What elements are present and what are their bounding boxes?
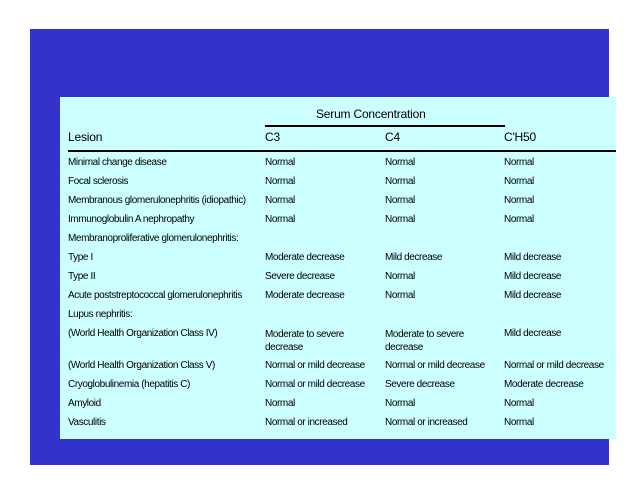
c4-cell: Severe decrease (385, 379, 455, 390)
table-row (60, 192, 616, 211)
ch50-cell: Mild decrease (504, 290, 562, 301)
ch50-cell: Normal (504, 417, 534, 428)
c3-cell: Normal (265, 214, 295, 225)
table-row (60, 249, 616, 268)
c4-cell: Moderate to severe decrease (385, 329, 464, 353)
c3-cell: Normal (265, 398, 295, 409)
c4-cell: Normal (385, 176, 415, 187)
c4-cell: Normal (385, 195, 415, 206)
table-row (60, 395, 616, 414)
c3-cell: Moderate decrease (265, 290, 345, 301)
lesion-cell: Cryoglobulinemia (hepatitis C) (68, 379, 190, 390)
table-row (60, 230, 616, 249)
lesion-cell: (World Health Organization Class V) (68, 360, 215, 371)
group-header-rule (265, 125, 505, 127)
header-rule (68, 150, 616, 152)
ch50-cell: Moderate decrease (504, 379, 584, 390)
c4-cell: Normal or mild decrease (385, 360, 485, 371)
c4-cell: Normal (385, 214, 415, 225)
lesion-cell: Acute poststreptococcal glomerulonephritis (68, 290, 242, 301)
c3-cell: Normal or increased (265, 417, 348, 428)
c4-cell: Normal (385, 157, 415, 168)
complement-table (60, 97, 616, 439)
table-row (60, 154, 616, 173)
slide-frame (30, 29, 609, 465)
lesion-cell: Minimal change disease (68, 157, 167, 168)
c3-cell: Normal (265, 157, 295, 168)
table-row (60, 173, 616, 192)
table-row (60, 325, 616, 357)
table-row (60, 306, 616, 325)
c3-cell: Normal (265, 176, 295, 187)
table-row (60, 357, 616, 376)
table-row (60, 268, 616, 287)
column-header-c4: C4 (385, 130, 400, 144)
column-header-c3: C3 (265, 130, 280, 144)
lesion-cell: Type I (68, 252, 93, 263)
ch50-cell: Normal (504, 157, 534, 168)
group-header: Serum Concentration (316, 107, 426, 121)
column-header-lesion: Lesion (68, 130, 103, 144)
ch50-cell: Normal (504, 195, 534, 206)
lesion-cell: Membranoproliferative glomerulonephritis: (68, 233, 239, 244)
lesion-cell: Amyloid (68, 398, 101, 409)
lesion-cell: Focal sclerosis (68, 176, 129, 187)
c3-cell: Normal (265, 195, 295, 206)
ch50-cell: Mild decrease (504, 328, 562, 339)
table-row (60, 211, 616, 230)
ch50-cell: Mild decrease (504, 271, 562, 282)
c3-cell: Moderate decrease (265, 252, 345, 263)
table-row (60, 287, 616, 306)
lesion-cell: (World Health Organization Class IV) (68, 328, 218, 339)
table-body (60, 154, 616, 433)
ch50-cell: Normal (504, 214, 534, 225)
c3-cell: Normal or mild decrease (265, 360, 365, 371)
ch50-cell: Normal (504, 398, 534, 409)
ch50-cell: Mild decrease (504, 252, 562, 263)
lesion-cell: Membranous glomerulonephritis (idiopathic) (68, 195, 246, 206)
lesion-cell: Lupus nephritis: (68, 309, 133, 320)
c4-cell: Normal (385, 398, 415, 409)
lesion-cell: Vasculitis (68, 417, 106, 428)
column-header-ch50: C'H50 (504, 130, 536, 144)
c3-cell: Normal or mild decrease (265, 379, 365, 390)
c4-cell: Normal (385, 271, 415, 282)
c4-cell: Normal or increased (385, 417, 468, 428)
c4-cell: Normal (385, 290, 415, 301)
table-row (60, 414, 616, 433)
table-row (60, 376, 616, 395)
c4-cell: Mild decrease (385, 252, 443, 263)
lesion-cell: Type II (68, 271, 96, 282)
c3-cell: Severe decrease (265, 271, 335, 282)
ch50-cell: Normal (504, 176, 534, 187)
ch50-cell: Normal or mild decrease (504, 360, 604, 371)
lesion-cell: Immunoglobulin A nephropathy (68, 214, 195, 225)
c3-cell: Moderate to severe decrease (265, 329, 344, 353)
